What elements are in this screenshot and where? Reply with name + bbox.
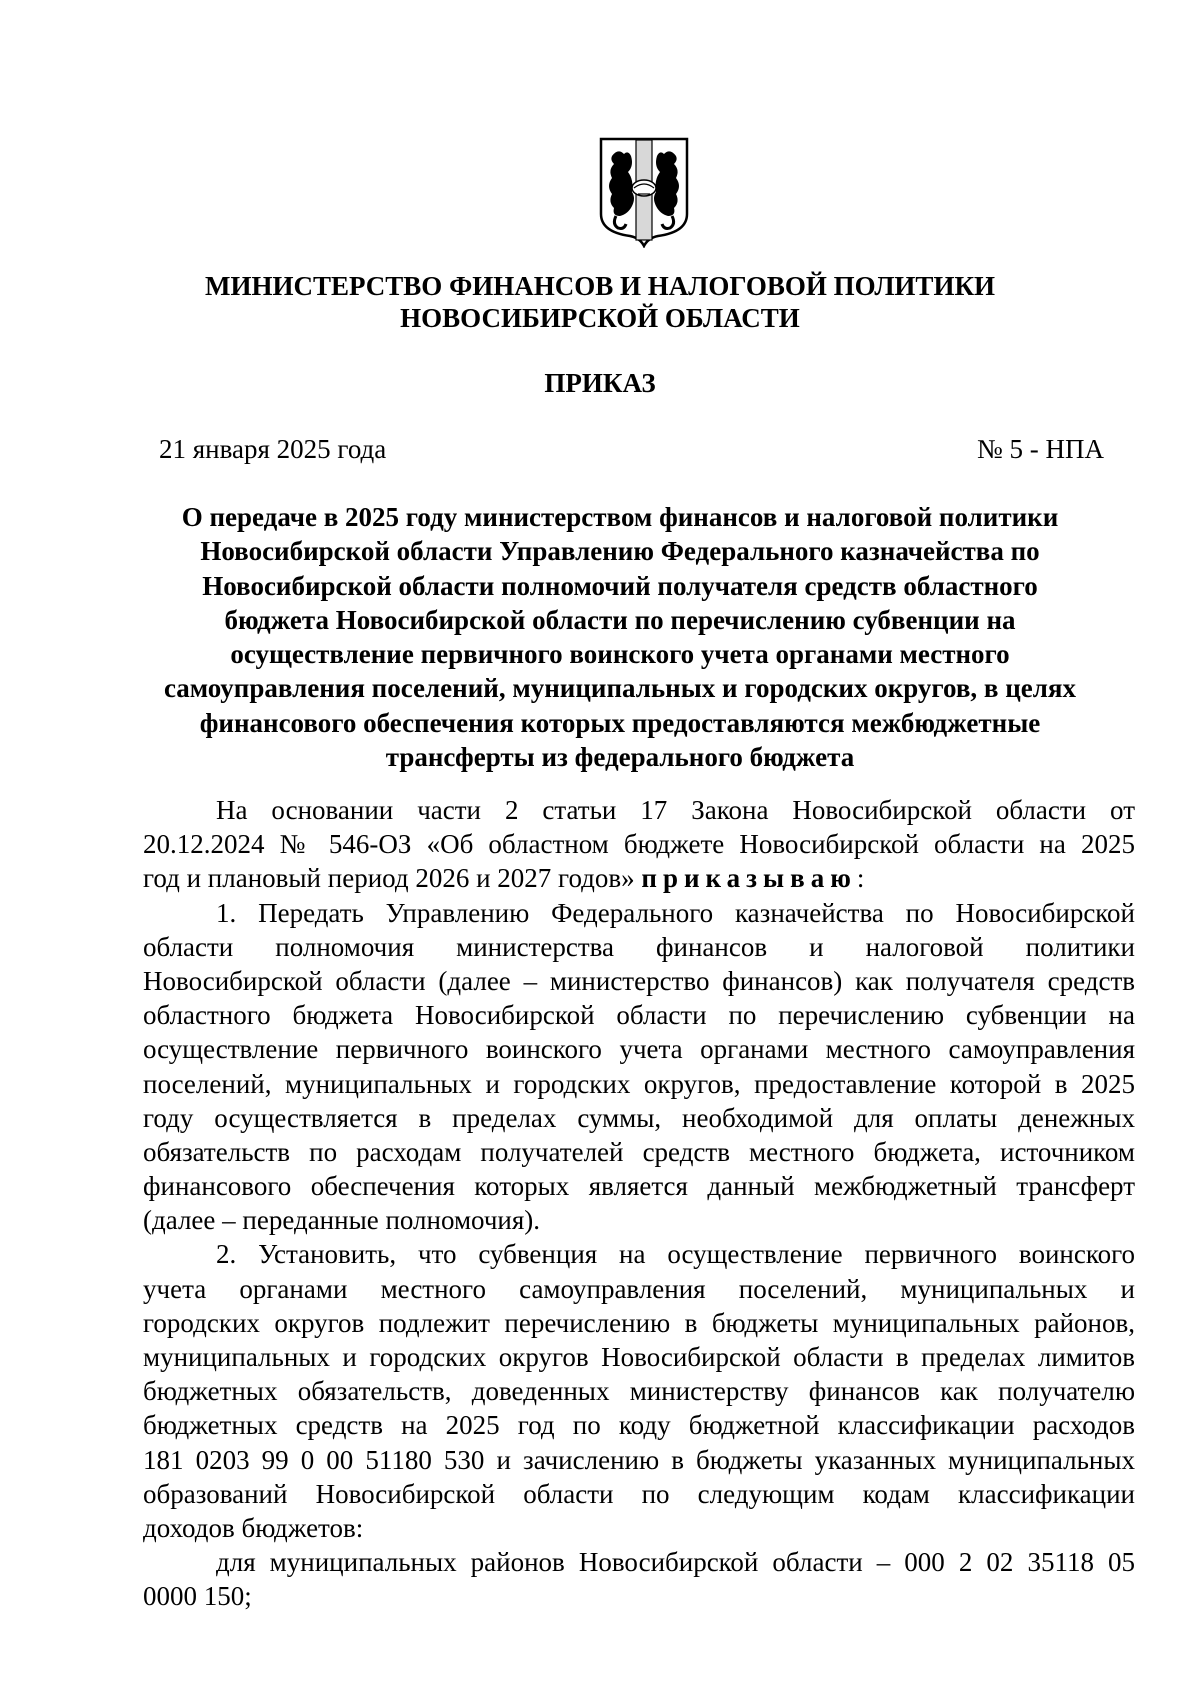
item2-line: бюджетных обязательств, доведенных министерству финансов как получателю [143, 1376, 1135, 1407]
item1-line: финансового обеспечения которых является данный межбюджетный трансферт [143, 1171, 1135, 1202]
item1-line: осуществление первичного воинского учета органами местного самоуправления [143, 1034, 1135, 1065]
item2-line: городских округов подлежит перечислению в бюджеты муниципальных районов, [143, 1307, 1135, 1338]
item1-line: поселений, муниципальных и городских округов, предоставление которой в 2025 [143, 1068, 1135, 1099]
subject-line: бюджета Новосибирской области по перечислению субвенции на [224, 604, 1016, 635]
item1-last-line: (далее – переданные полномочия). [143, 1205, 541, 1236]
document-subject [140, 500, 1100, 774]
ministry-name [140, 270, 1060, 334]
subject-line: О передаче в 2025 году министерством финансов и налоговой политики [181, 502, 1059, 532]
item2-last-line: доходов бюджетов: [143, 1512, 364, 1543]
subject-line: финансового обеспечения которых предоставляются межбюджетные [199, 707, 1041, 738]
preamble-line: На основании части 2 статьи 17 Закона Новосибирской области от [216, 795, 1135, 825]
item1-line: 1. Передать Управлению Федерального казначейства по Новосибирской [216, 897, 1135, 928]
ministry-name-line2: НОВОСИБИРСКОЙ ОБЛАСТИ [400, 303, 800, 333]
document-body [143, 793, 1135, 1614]
ministry-name-line1: МИНИСТЕРСТВО ФИНАНСОВ И НАЛОГОВОЙ ПОЛИТИКИ [204, 271, 996, 301]
document-type-title: ПРИКАЗ [544, 368, 656, 398]
preamble-last-line [143, 861, 1135, 895]
subject-line: трансферты из федерального бюджета [385, 742, 855, 773]
document-date: 21 января 2025 года [159, 434, 387, 464]
preamble-line: 20.12.2024 № 546-ОЗ «Об областном бюджете Новосибирской области на 2025 [143, 829, 1135, 860]
item2-line: муниципальных и городских округов Новосибирской области в пределах лимитов [143, 1342, 1135, 1372]
item1-line: обязательств по расходам получателей средств местного бюджета, источником [143, 1136, 1135, 1167]
coat-of-arms-icon [598, 136, 690, 248]
item1-line: году осуществляется в пределах суммы, необходимой для оплаты денежных [143, 1102, 1135, 1133]
item2a-last-line: 0000 150; [143, 1581, 252, 1612]
item2-line: 2. Установить, что субвенция на осуществление первичного воинского [216, 1239, 1135, 1270]
order-colon: : [856, 863, 865, 894]
subject-line: Новосибирской области Управлению Федерального казначейства по [200, 536, 1040, 567]
item1-line: области полномочия министерства финансов и налоговой политики [143, 931, 1135, 962]
order-word: приказываю [641, 863, 857, 894]
item2-line: образований Новосибирской области по следующим кодам классификации [143, 1478, 1135, 1509]
item2-line: бюджетных средств на 2025 год по коду бюджетной классификации расходов [143, 1410, 1135, 1441]
item2-line: 181 0203 99 0 00 51180 530 и зачислению в бюджеты указанных муниципальных [143, 1444, 1135, 1475]
subject-line: осуществление первичного воинского учета органами местного [230, 639, 1010, 670]
document-number: № 5 - НПА [977, 434, 1104, 464]
item1-line: областного бюджета Новосибирской области по перечислению субвенции на [143, 1000, 1135, 1031]
item1-line: Новосибирской области (далее – министерство финансов) как получателя средств [143, 965, 1135, 996]
item2-line: учета органами местного самоуправления поселений, муниципальных и [143, 1273, 1135, 1304]
item2a-line: для муниципальных районов Новосибирской области – 000 2 02 35118 05 [216, 1547, 1135, 1578]
subject-line: Новосибирской области полномочий получателя средств областного [202, 570, 1038, 601]
subject-line: самоуправления поселений, муниципальных и городских округов, в целях [163, 673, 1077, 704]
preamble-text: год и плановый период 2026 и 2027 годов» [143, 863, 635, 894]
